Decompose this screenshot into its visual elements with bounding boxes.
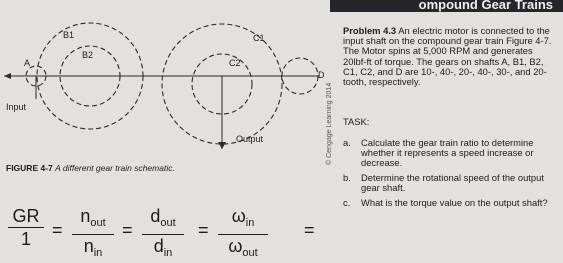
label-b2: B2: [82, 50, 94, 60]
gr-numerator: GR: [12, 206, 40, 226]
equals-sign: =: [198, 220, 209, 240]
label-c2: C2: [229, 58, 241, 68]
copyright-text: © Cengage Learning 2014: [326, 82, 333, 165]
task-heading: TASK:: [343, 116, 370, 127]
omega-in: $\omega_{in}$: [231, 206, 255, 229]
label-c1: C1: [253, 33, 265, 43]
equals-sign: =: [304, 220, 315, 240]
input-arrow: [4, 73, 11, 79]
task-text: What is the torque value on the output shaft?: [361, 197, 548, 208]
fraction-d: [142, 206, 184, 263]
label-input: Input: [6, 102, 27, 112]
task-letter: b.: [343, 172, 351, 183]
section-title: ompound Gear Trains: [418, 0, 553, 12]
task-item: [343, 138, 557, 168]
equals-sign: =: [122, 220, 133, 240]
n-in: $n_{in}$: [83, 236, 103, 259]
gear-ratio-formula: [8, 206, 328, 259]
schematic-drawing: [0, 14, 330, 164]
gear-train-schematic: [0, 14, 330, 164]
label-a: A: [24, 58, 31, 68]
task-letter: a.: [343, 137, 351, 148]
problem-statement: [343, 26, 557, 87]
d-in: $d_{in}$: [153, 236, 173, 259]
fraction-omega: [218, 206, 268, 263]
equals-sign: =: [52, 220, 63, 240]
fraction-gr: [8, 206, 44, 249]
fraction-n: [72, 206, 114, 263]
label-b1: B1: [63, 30, 75, 40]
n-out: $n_{out}$: [80, 206, 106, 229]
gr-denominator: 1: [20, 229, 31, 249]
label-output: Output: [236, 134, 264, 144]
label-d: D: [318, 70, 325, 80]
problem-body: An electric motor is connected to the input shaft on the compound gear train Figure 4-7. The Motor spins at 5,000 RPM and generates 20lbf-ft of torque. The gears on shafts A, B1, B2, C1, C2, and D are 10-, 40-, 20-, 40-, 30-, and 20-tooth, respectively.: [343, 25, 552, 88]
task-item: [343, 198, 557, 208]
caption-text: A different gear train schematic.: [55, 163, 175, 173]
task-item: [343, 173, 557, 193]
d-out: $d_{out}$: [150, 206, 176, 229]
task-letter: c.: [343, 197, 351, 208]
figure-caption: [6, 163, 175, 173]
header-strip: [330, 0, 563, 12]
task-list: [343, 138, 557, 213]
copyright-vertical: [315, 25, 333, 175]
output-arrow: [218, 142, 226, 149]
caption-prefix: FIGURE 4-7: [6, 163, 53, 173]
omega-out: $\omega_{out}$: [228, 236, 258, 259]
problem-heading: Problem 4.3: [343, 25, 397, 36]
task-text: Determine the rotational speed of the output gear shaft.: [361, 172, 544, 193]
task-text: Calculate the gear train ratio to determine whether it represents a speed increase or decrease.: [361, 137, 534, 168]
